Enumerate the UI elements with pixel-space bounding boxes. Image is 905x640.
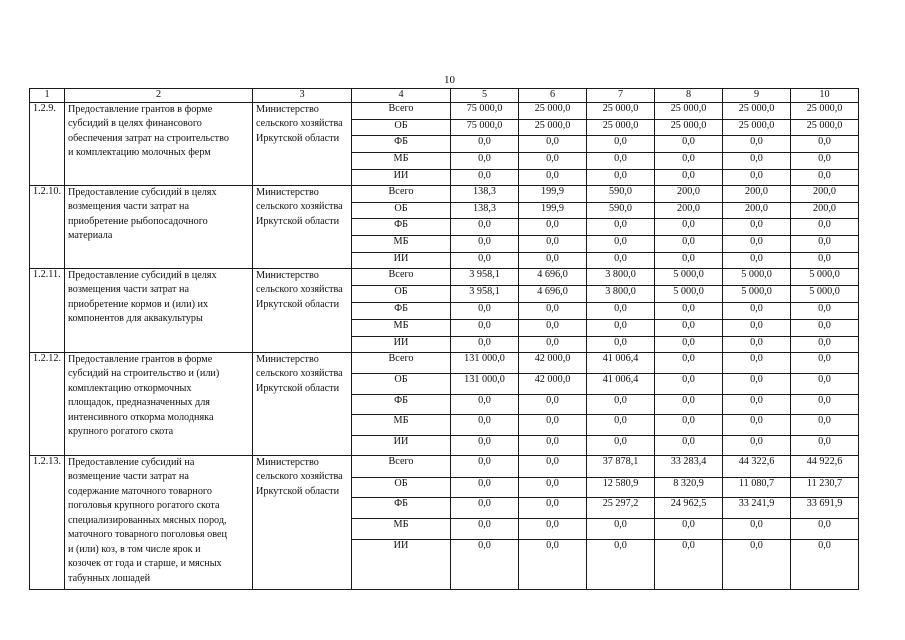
amount-cell: 0,0 [587, 435, 655, 455]
amount-cell: 0,0 [519, 497, 587, 518]
funding-source: ИИ [352, 252, 451, 268]
amount-cell: 0,0 [723, 414, 791, 435]
funding-source: ОБ [352, 285, 451, 302]
amount-cell: 44 322,6 [723, 455, 791, 477]
amount-cell: 41 006,4 [587, 352, 655, 373]
funding-source: ФБ [352, 302, 451, 319]
amount-cell: 0,0 [519, 518, 587, 539]
amount-cell: 0,0 [587, 169, 655, 185]
amount-cell: 0,0 [519, 252, 587, 268]
funding-source: МБ [352, 319, 451, 336]
measure-name-line: обеспечения затрат на строительство [68, 132, 229, 144]
measure-name-line: Предоставление субсидий в целях [68, 186, 217, 198]
funding-source: МБ [352, 152, 451, 169]
amount-cell: 199,9 [519, 202, 587, 218]
funding-source: ФБ [352, 497, 451, 518]
amount-cell: 0,0 [519, 319, 587, 336]
amount-cell: 0,0 [587, 336, 655, 352]
amount-cell: 131 000,0 [451, 373, 519, 394]
executor-line: Иркутской области [256, 382, 340, 394]
amount-cell: 131 000,0 [451, 352, 519, 373]
amount-cell: 25 000,0 [791, 102, 859, 119]
amount-cell: 0,0 [587, 252, 655, 268]
amount-cell: 0,0 [655, 302, 723, 319]
amount-cell: 200,0 [723, 202, 791, 218]
amount-cell: 590,0 [587, 202, 655, 218]
measure-name-line: Предоставление субсидий в целях [68, 269, 217, 281]
measure-name-line: субсидий в целях финансового [68, 118, 202, 130]
measure-name-line: содержание маточного товарного [68, 485, 212, 497]
funding-source: Всего [352, 455, 451, 477]
measure-number: 1.2.12. [30, 352, 65, 455]
measure-number: 1.2.10. [30, 185, 65, 268]
funding-source: ОБ [352, 373, 451, 394]
measure-name-line: приобретение кормов и (или) их [68, 298, 209, 310]
amount-cell: 0,0 [655, 352, 723, 373]
amount-cell: 0,0 [451, 497, 519, 518]
amount-cell: 0,0 [791, 373, 859, 394]
amount-cell: 0,0 [655, 152, 723, 169]
amount-cell: 0,0 [723, 302, 791, 319]
amount-cell: 75 000,0 [451, 119, 519, 135]
amount-cell: 0,0 [791, 352, 859, 373]
amount-cell: 0,0 [451, 435, 519, 455]
amount-cell: 42 000,0 [519, 373, 587, 394]
amount-cell: 0,0 [519, 539, 587, 589]
amount-cell: 0,0 [587, 235, 655, 252]
amount-cell: 0,0 [451, 302, 519, 319]
amount-cell: 0,0 [519, 336, 587, 352]
measure-number: 1.2.11. [30, 268, 65, 352]
amount-cell: 0,0 [519, 455, 587, 477]
amount-cell: 0,0 [587, 518, 655, 539]
amount-cell: 0,0 [519, 135, 587, 152]
header-cell: 2 [65, 89, 253, 103]
amount-cell: 0,0 [723, 235, 791, 252]
executor [253, 102, 352, 185]
amount-cell: 0,0 [655, 319, 723, 336]
measure-name-line: маточного товарного поголовья овец [68, 529, 227, 541]
table-row [30, 185, 859, 202]
amount-cell: 0,0 [587, 302, 655, 319]
amount-cell: 0,0 [451, 394, 519, 414]
amount-cell: 0,0 [655, 336, 723, 352]
amount-cell: 0,0 [587, 152, 655, 169]
measure-name-line: крупного рогатого скота [68, 426, 174, 438]
amount-cell: 0,0 [791, 302, 859, 319]
funding-source: ОБ [352, 119, 451, 135]
table-row [30, 102, 859, 119]
amount-cell: 0,0 [451, 414, 519, 435]
amount-cell: 0,0 [451, 539, 519, 589]
amount-cell: 25 000,0 [519, 119, 587, 135]
amount-cell: 0,0 [791, 135, 859, 152]
amount-cell: 33 241,9 [723, 497, 791, 518]
header-cell: 1 [30, 89, 65, 103]
funding-source: Всего [352, 352, 451, 373]
funding-source: ОБ [352, 202, 451, 218]
amount-cell: 25 000,0 [723, 119, 791, 135]
header-cell: 8 [655, 89, 723, 103]
table-body [30, 89, 859, 590]
amount-cell: 5 000,0 [723, 285, 791, 302]
amount-cell: 3 800,0 [587, 268, 655, 285]
amount-cell: 0,0 [519, 435, 587, 455]
amount-cell: 0,0 [791, 435, 859, 455]
measure-name-line: возмещения части затрат на [68, 284, 190, 296]
amount-cell: 24 962,5 [655, 497, 723, 518]
amount-cell: 0,0 [587, 539, 655, 589]
amount-cell: 200,0 [723, 185, 791, 202]
header-cell: 4 [352, 89, 451, 103]
amount-cell: 0,0 [791, 235, 859, 252]
amount-cell: 0,0 [791, 252, 859, 268]
amount-cell: 3 958,1 [451, 285, 519, 302]
measure-name-line: материала [68, 230, 113, 242]
header-cell: 3 [253, 89, 352, 103]
funding-source: ИИ [352, 336, 451, 352]
measure-name [65, 352, 253, 455]
executor-line: Иркутской области [256, 132, 340, 144]
measure-name-line: козочек от года и старше, и мясных [68, 558, 222, 570]
measure-name [65, 185, 253, 268]
amount-cell: 200,0 [791, 202, 859, 218]
amount-cell: 0,0 [451, 319, 519, 336]
measure-name-line: поголовья крупного рогатого скота [68, 500, 220, 512]
amount-cell: 25 000,0 [519, 102, 587, 119]
page-number: 10 [444, 74, 455, 86]
amount-cell: 3 800,0 [587, 285, 655, 302]
amount-cell: 33 691,9 [791, 497, 859, 518]
header-row [30, 89, 859, 103]
amount-cell: 200,0 [791, 185, 859, 202]
amount-cell: 0,0 [791, 539, 859, 589]
executor-line: Министерство [256, 353, 319, 365]
amount-cell: 0,0 [655, 435, 723, 455]
funding-source: МБ [352, 518, 451, 539]
amount-cell: 0,0 [791, 169, 859, 185]
amount-cell: 3 958,1 [451, 268, 519, 285]
measure-name-line: интенсивного откорма молодняка [68, 411, 214, 423]
executor-line: Министерство [256, 103, 319, 115]
header-cell: 6 [519, 89, 587, 103]
amount-cell: 590,0 [587, 185, 655, 202]
table-row [30, 352, 859, 373]
measure-name-line: и (или) коз, в том числе ярок и [68, 543, 201, 555]
amount-cell: 200,0 [655, 202, 723, 218]
amount-cell: 0,0 [587, 319, 655, 336]
amount-cell: 0,0 [655, 373, 723, 394]
amount-cell: 0,0 [655, 235, 723, 252]
amount-cell: 0,0 [723, 218, 791, 235]
executor [253, 268, 352, 352]
measure-name-line: комплектацию откормочных [68, 382, 192, 394]
amount-cell: 0,0 [519, 302, 587, 319]
measure-name-line: возмещения части затрат на [68, 201, 190, 213]
amount-cell: 0,0 [451, 477, 519, 497]
measure-number: 1.2.13. [30, 455, 65, 589]
amount-cell: 0,0 [723, 252, 791, 268]
amount-cell: 4 696,0 [519, 268, 587, 285]
funding-source: ФБ [352, 394, 451, 414]
executor-line: сельского хозяйства [256, 471, 343, 483]
amount-cell: 5 000,0 [655, 285, 723, 302]
measure-name [65, 268, 253, 352]
measure-name-line: и комплектацию молочных ферм [68, 147, 211, 159]
funding-source: ФБ [352, 135, 451, 152]
funding-source: Всего [352, 102, 451, 119]
measure-name-line: табунных лошадей [68, 572, 151, 584]
executor [253, 352, 352, 455]
amount-cell: 0,0 [519, 235, 587, 252]
amount-cell: 0,0 [791, 319, 859, 336]
measure-name-line: специализированных мясных пород, [68, 514, 227, 526]
header-cell: 7 [587, 89, 655, 103]
amount-cell: 0,0 [723, 435, 791, 455]
amount-cell: 0,0 [519, 169, 587, 185]
amount-cell: 0,0 [587, 135, 655, 152]
amount-cell: 0,0 [451, 252, 519, 268]
executor-line: Иркутской области [256, 298, 340, 310]
amount-cell: 0,0 [655, 394, 723, 414]
amount-cell: 0,0 [655, 414, 723, 435]
amount-cell: 8 320,9 [655, 477, 723, 497]
amount-cell: 0,0 [451, 218, 519, 235]
funding-source: МБ [352, 235, 451, 252]
measure-name-line: Предоставление грантов в форме [68, 353, 213, 365]
executor-line: сельского хозяйства [256, 284, 343, 296]
executor-line: Министерство [256, 269, 319, 281]
amount-cell: 0,0 [451, 135, 519, 152]
measure-name-line: площадок, предназначенных для [68, 397, 210, 409]
amount-cell: 0,0 [723, 352, 791, 373]
amount-cell: 44 922,6 [791, 455, 859, 477]
amount-cell: 25 000,0 [723, 102, 791, 119]
amount-cell: 0,0 [791, 152, 859, 169]
program-table [29, 88, 859, 590]
amount-cell: 0,0 [655, 218, 723, 235]
amount-cell: 0,0 [519, 414, 587, 435]
amount-cell: 0,0 [723, 373, 791, 394]
amount-cell: 25 000,0 [791, 119, 859, 135]
executor-line: Министерство [256, 456, 319, 468]
amount-cell: 0,0 [723, 518, 791, 539]
amount-cell: 0,0 [451, 235, 519, 252]
amount-cell: 0,0 [519, 394, 587, 414]
amount-cell: 25 000,0 [655, 102, 723, 119]
amount-cell: 0,0 [655, 518, 723, 539]
executor-line: сельского хозяйства [256, 368, 343, 380]
measure-name-line: Предоставление грантов в форме [68, 103, 213, 115]
amount-cell: 0,0 [723, 135, 791, 152]
amount-cell: 0,0 [723, 152, 791, 169]
amount-cell: 0,0 [723, 394, 791, 414]
amount-cell: 0,0 [519, 477, 587, 497]
amount-cell: 0,0 [451, 518, 519, 539]
funding-source: ИИ [352, 435, 451, 455]
amount-cell: 5 000,0 [723, 268, 791, 285]
header-cell: 9 [723, 89, 791, 103]
amount-cell: 0,0 [723, 336, 791, 352]
amount-cell: 42 000,0 [519, 352, 587, 373]
amount-cell: 25 297,2 [587, 497, 655, 518]
table-row [30, 268, 859, 285]
funding-source: МБ [352, 414, 451, 435]
executor-line: Министерство [256, 186, 319, 198]
amount-cell: 0,0 [451, 169, 519, 185]
amount-cell: 41 006,4 [587, 373, 655, 394]
table-row [30, 455, 859, 477]
amount-cell: 0,0 [791, 414, 859, 435]
amount-cell: 0,0 [451, 336, 519, 352]
amount-cell: 0,0 [723, 539, 791, 589]
amount-cell: 138,3 [451, 202, 519, 218]
amount-cell: 4 696,0 [519, 285, 587, 302]
amount-cell: 75 000,0 [451, 102, 519, 119]
amount-cell: 0,0 [519, 152, 587, 169]
measure-name-line: приобретение рыбопосадочного [68, 215, 208, 227]
amount-cell: 0,0 [791, 394, 859, 414]
measure-name-line: компонентов для аквакультуры [68, 313, 203, 325]
executor-line: Иркутской области [256, 485, 340, 497]
funding-source: Всего [352, 185, 451, 202]
executor-line: сельского хозяйства [256, 118, 343, 130]
funding-source: ОБ [352, 477, 451, 497]
executor-line: Иркутской области [256, 215, 340, 227]
amount-cell: 25 000,0 [587, 102, 655, 119]
amount-cell: 0,0 [655, 252, 723, 268]
amount-cell: 0,0 [791, 336, 859, 352]
amount-cell: 5 000,0 [655, 268, 723, 285]
amount-cell: 37 878,1 [587, 455, 655, 477]
amount-cell: 0,0 [655, 169, 723, 185]
executor [253, 185, 352, 268]
header-cell: 10 [791, 89, 859, 103]
funding-source: ИИ [352, 169, 451, 185]
amount-cell: 25 000,0 [655, 119, 723, 135]
amount-cell: 5 000,0 [791, 268, 859, 285]
funding-source: Всего [352, 268, 451, 285]
amount-cell: 0,0 [587, 414, 655, 435]
amount-cell: 200,0 [655, 185, 723, 202]
amount-cell: 0,0 [587, 218, 655, 235]
measure-name-line: субсидий на строительство и (или) [68, 368, 220, 380]
amount-cell: 25 000,0 [587, 119, 655, 135]
measure-number: 1.2.9. [30, 102, 65, 185]
amount-cell: 33 283,4 [655, 455, 723, 477]
executor [253, 455, 352, 589]
amount-cell: 5 000,0 [791, 285, 859, 302]
amount-cell: 0,0 [451, 455, 519, 477]
measure-name [65, 102, 253, 185]
amount-cell: 138,3 [451, 185, 519, 202]
measure-name-line: Предоставление субсидий на [68, 456, 195, 468]
amount-cell: 0,0 [587, 394, 655, 414]
amount-cell: 0,0 [655, 135, 723, 152]
amount-cell: 0,0 [791, 218, 859, 235]
amount-cell: 11 080,7 [723, 477, 791, 497]
executor-line: сельского хозяйства [256, 201, 343, 213]
amount-cell: 0,0 [723, 169, 791, 185]
measure-name-line: возмещение части затрат на [68, 471, 189, 483]
amount-cell: 0,0 [791, 518, 859, 539]
amount-cell: 0,0 [451, 152, 519, 169]
amount-cell: 199,9 [519, 185, 587, 202]
header-cell: 5 [451, 89, 519, 103]
amount-cell: 11 230,7 [791, 477, 859, 497]
measure-name [65, 455, 253, 589]
amount-cell: 0,0 [723, 319, 791, 336]
amount-cell: 0,0 [655, 539, 723, 589]
amount-cell: 0,0 [519, 218, 587, 235]
funding-source: ФБ [352, 218, 451, 235]
amount-cell: 12 580,9 [587, 477, 655, 497]
funding-source: ИИ [352, 539, 451, 589]
